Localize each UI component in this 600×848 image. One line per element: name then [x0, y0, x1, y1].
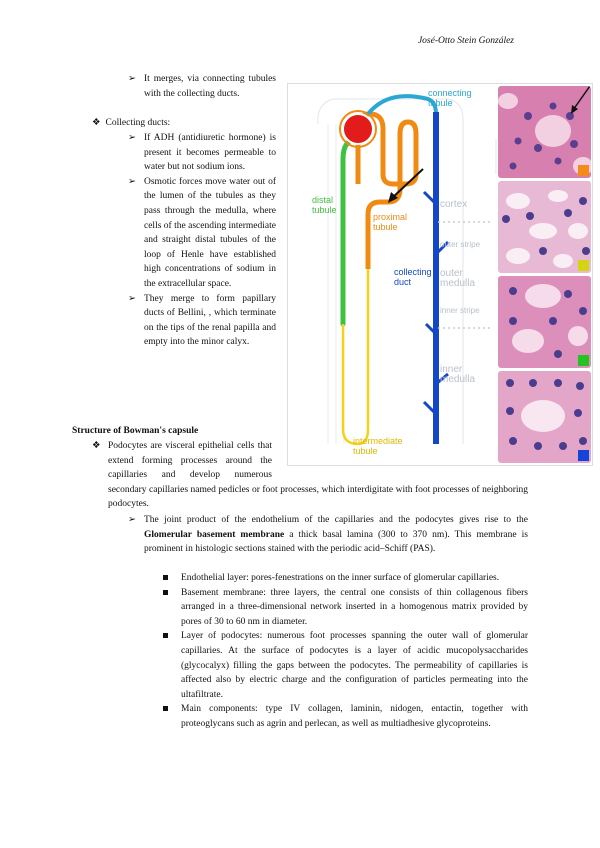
zone-outer-medulla-label: outer medulla [440, 268, 476, 289]
list-item-text: They merge to form papillary ducts of Bellini, , which terminate on the tips of the renal papilla and empty into the minor calyx. [144, 293, 276, 348]
diamond-bullet-icon: ❖ [92, 441, 101, 451]
list-item [163, 571, 528, 586]
diamond-bullet-icon: ❖ [92, 118, 101, 128]
inner-stripe-color-swatch [578, 355, 589, 366]
joint-text-post: a thick basal lamina (300 to 370 nm). This membrane is prominent in histologic sections stained with the periodic acid–Schiff (PAS). [144, 529, 528, 555]
joint-text-pre: The joint product of the endothelium of the capillaries and the podocytes gives rise to the [144, 515, 528, 525]
outer-stripe-color-swatch [578, 260, 589, 271]
list-item [163, 586, 528, 630]
list-item [163, 702, 528, 731]
proximal-tubule-label: proximal tubule [373, 212, 408, 232]
layers-list [163, 571, 528, 732]
micrograph-inner-medulla [498, 371, 591, 463]
joint-product-paragraph [128, 513, 528, 557]
page-header-author: José-Otto Stein González [417, 36, 514, 46]
list-item: It merges, via connecting tubules with the collecting ducts. [144, 74, 276, 99]
glomerulus [343, 114, 373, 144]
glomerular-basement-membrane-term: Glomerular basement membrane [144, 529, 285, 540]
list-item-text: Basement membrane: three layers, the central one consists of thin collagenous fibers arranged in a three-dimensional network inserted in a homogenous matrix provided by pores of 30 to 60 nm in diameter. [181, 587, 528, 627]
inner-medulla-color-swatch [578, 450, 589, 461]
list-item [128, 175, 276, 292]
square-bullet-icon [163, 571, 177, 586]
collecting-ducts-list [128, 131, 276, 350]
collecting-ducts-heading [92, 116, 170, 131]
intermediate-tubule-path [343, 269, 368, 444]
intro-list [128, 72, 276, 101]
zone-inner-stripe-label: inner stripe [440, 306, 480, 315]
zone-inner-medulla-label: inner medulla [440, 364, 476, 385]
square-bullet-icon [163, 586, 177, 601]
list-item [128, 292, 276, 350]
square-bullet-icon [163, 702, 177, 717]
micrograph-outer-stripe [498, 181, 591, 273]
arrow-bullet-icon: ➢ [128, 176, 136, 187]
connecting-tubule-label: connecting tubule [428, 88, 472, 108]
micrograph-inner-stripe [498, 276, 591, 368]
list-item-text: Endothelial layer: pores-fenestrations on the inner surface of glomerular capillaries. [181, 573, 500, 583]
square-bullet-icon [163, 629, 177, 644]
collecting-duct-label: collecting duct [394, 267, 432, 287]
section-title: Structure of Bowman's capsule [72, 426, 199, 436]
micrograph-cortex [498, 86, 591, 178]
arrow-bullet-icon: ➢ [128, 515, 136, 525]
list-item [128, 131, 276, 175]
collecting-ducts-label: Collecting ducts: [105, 118, 171, 128]
list-item [163, 629, 528, 702]
podocytes-text: Podocytes are visceral epithelial cells that extend forming processes around the capillaries and develop numerous secondary capillaries named pedicles or foot processes, which interdigitate with foot processes of neighboring podocytes. [108, 441, 528, 510]
nephron-figure [287, 83, 593, 466]
list-item-text: Layer of podocytes: numerous foot processes spanning the outer wall of glomerular capillaries. At the surface of podocytes is a layer of acidic mucopolysaccharides (glycocalyx) filling the gaps between the podocytes. The permeability of capillaries is affected also by electric charge and the configuration of particles permeating into the ultafiltrate. [181, 631, 528, 700]
arrow-bullet-icon: ➢ [128, 293, 136, 304]
cortex-color-swatch [578, 165, 589, 176]
arrow-bullet-icon: ➢ [128, 133, 136, 143]
distal-tubule-label: distal tubule [312, 195, 337, 215]
intermediate-tubule-label: intermediate tubule [353, 436, 403, 456]
zone-cortex-label: cortex [440, 199, 468, 210]
list-item-text: If ADH (antidiuretic hormone) is present it becomes permeable to water but not sodium ions. [144, 133, 276, 173]
joint-product-text [144, 513, 528, 557]
zone-outer-stripe-label: outer stripe [440, 240, 481, 249]
arrow-bullet-icon: ➢ [128, 74, 136, 84]
list-item-text: Main components: type IV collagen, laminin, nidogen, entactin, together with proteoglycans such as agrin and perlecan, as well as multiadhesive glycoproteins. [181, 704, 528, 729]
list-item-text: Osmotic forces move water out of the lumen of the tubules as they pass through the medulla, where cells of the ascending intermediate and straight distal tubules of the loop of Henle have established high concentrations of sodium in the extracellular space. [144, 176, 276, 289]
